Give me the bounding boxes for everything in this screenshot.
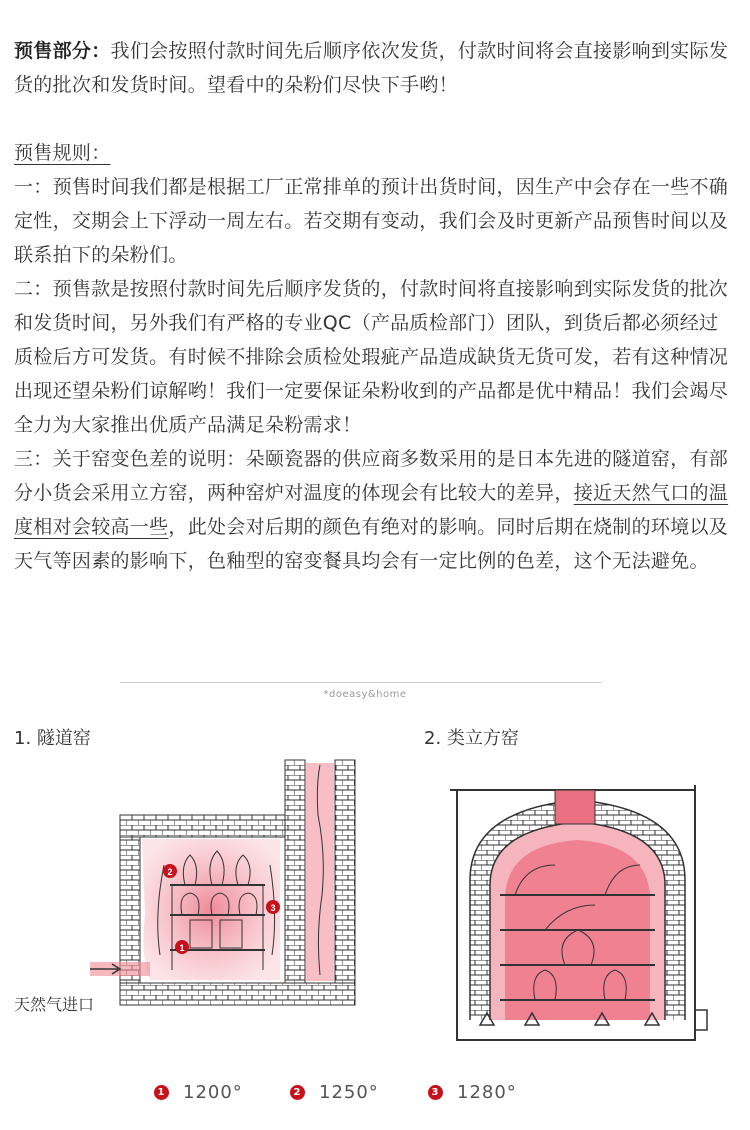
cube-kiln-diagram (445, 770, 715, 1055)
marker-3 (266, 900, 280, 914)
divider (120, 682, 602, 683)
rule-1: 一：预售时间我们都是根据工厂正常排单的预计出货时间，因生产中会存在一些不确定性，交期会上下浮动一周左右。若交期有变动，我们会及时更新产品预售时间以及联系拍下的朵粉们。 (14, 176, 729, 266)
tunnel-kiln-title: 1. 隧道窑 (14, 728, 91, 749)
brand-watermark: *doeasy&home (323, 689, 407, 700)
intro-paragraph (14, 34, 736, 102)
rule-3-emphasis: 接近天然气口的温度相对会较高一些 (14, 482, 729, 538)
intro-label: 预售部分： (14, 40, 111, 62)
legend-item-1 (154, 1082, 243, 1103)
rules-heading: 预售规则： (14, 142, 111, 164)
legend-badge-2: 2 (290, 1085, 305, 1100)
rule-3: 三：关于窑变色差的说明：朵颐瓷器的供应商多数采用的是日本先进的隧道窑，有部分小货会采用立方窑，两种窑炉对温度的体现会有比较大的差异，接近天然气口的温度相对会较高一些，此处会对后期的颜色有绝对的影响。同时后期在烧制的环境以及天气等因素的影响下，色釉型的窑变餐具均会有一定比例的色差，这个无法避免。 (14, 448, 729, 572)
gas-inlet-label: 天然气进口 (14, 995, 95, 1014)
tunnel-kiln-diagram (90, 755, 360, 1055)
legend-badge-1: 1 (154, 1085, 169, 1100)
marker-1 (175, 940, 189, 954)
legend-item-2 (290, 1082, 379, 1103)
svg-text:3: 3 (270, 903, 276, 913)
legend-temp-2: 1250° (319, 1082, 379, 1103)
intro-text: 我们会按照付款时间先后顺序依次发货，付款时间将会直接影响到实际发货的批次和发货时间。望看中的朵粉们尽快下手哟！ (14, 40, 729, 96)
legend-temp-3: 1280° (457, 1082, 517, 1103)
svg-text:1: 1 (179, 943, 185, 953)
svg-text:2: 2 (167, 867, 173, 877)
presale-notice (14, 34, 736, 578)
legend-temp-1: 1200° (183, 1082, 243, 1103)
cube-kiln-title: 2. 类立方窑 (424, 728, 519, 749)
legend-item-3 (428, 1082, 517, 1103)
rule-2: 二：预售款是按照付款时间先后顺序发货的，付款时间将直接影响到实际发货的批次和发货时间，另外我们有严格的专业QC（产品质检部门）团队，到货后都必须经过质检后方可发货。有时候不排除会质检处瑕疵产品造成缺货无货可发，若有这种情况出现还望朵粉们谅解哟！我们一定要保证朵粉收到的产品都是优中精品！我们会竭尽全力为大家推出优质产品满足朵粉需求！ (14, 278, 729, 436)
legend-badge-3: 3 (428, 1085, 443, 1100)
marker-2 (163, 864, 177, 878)
